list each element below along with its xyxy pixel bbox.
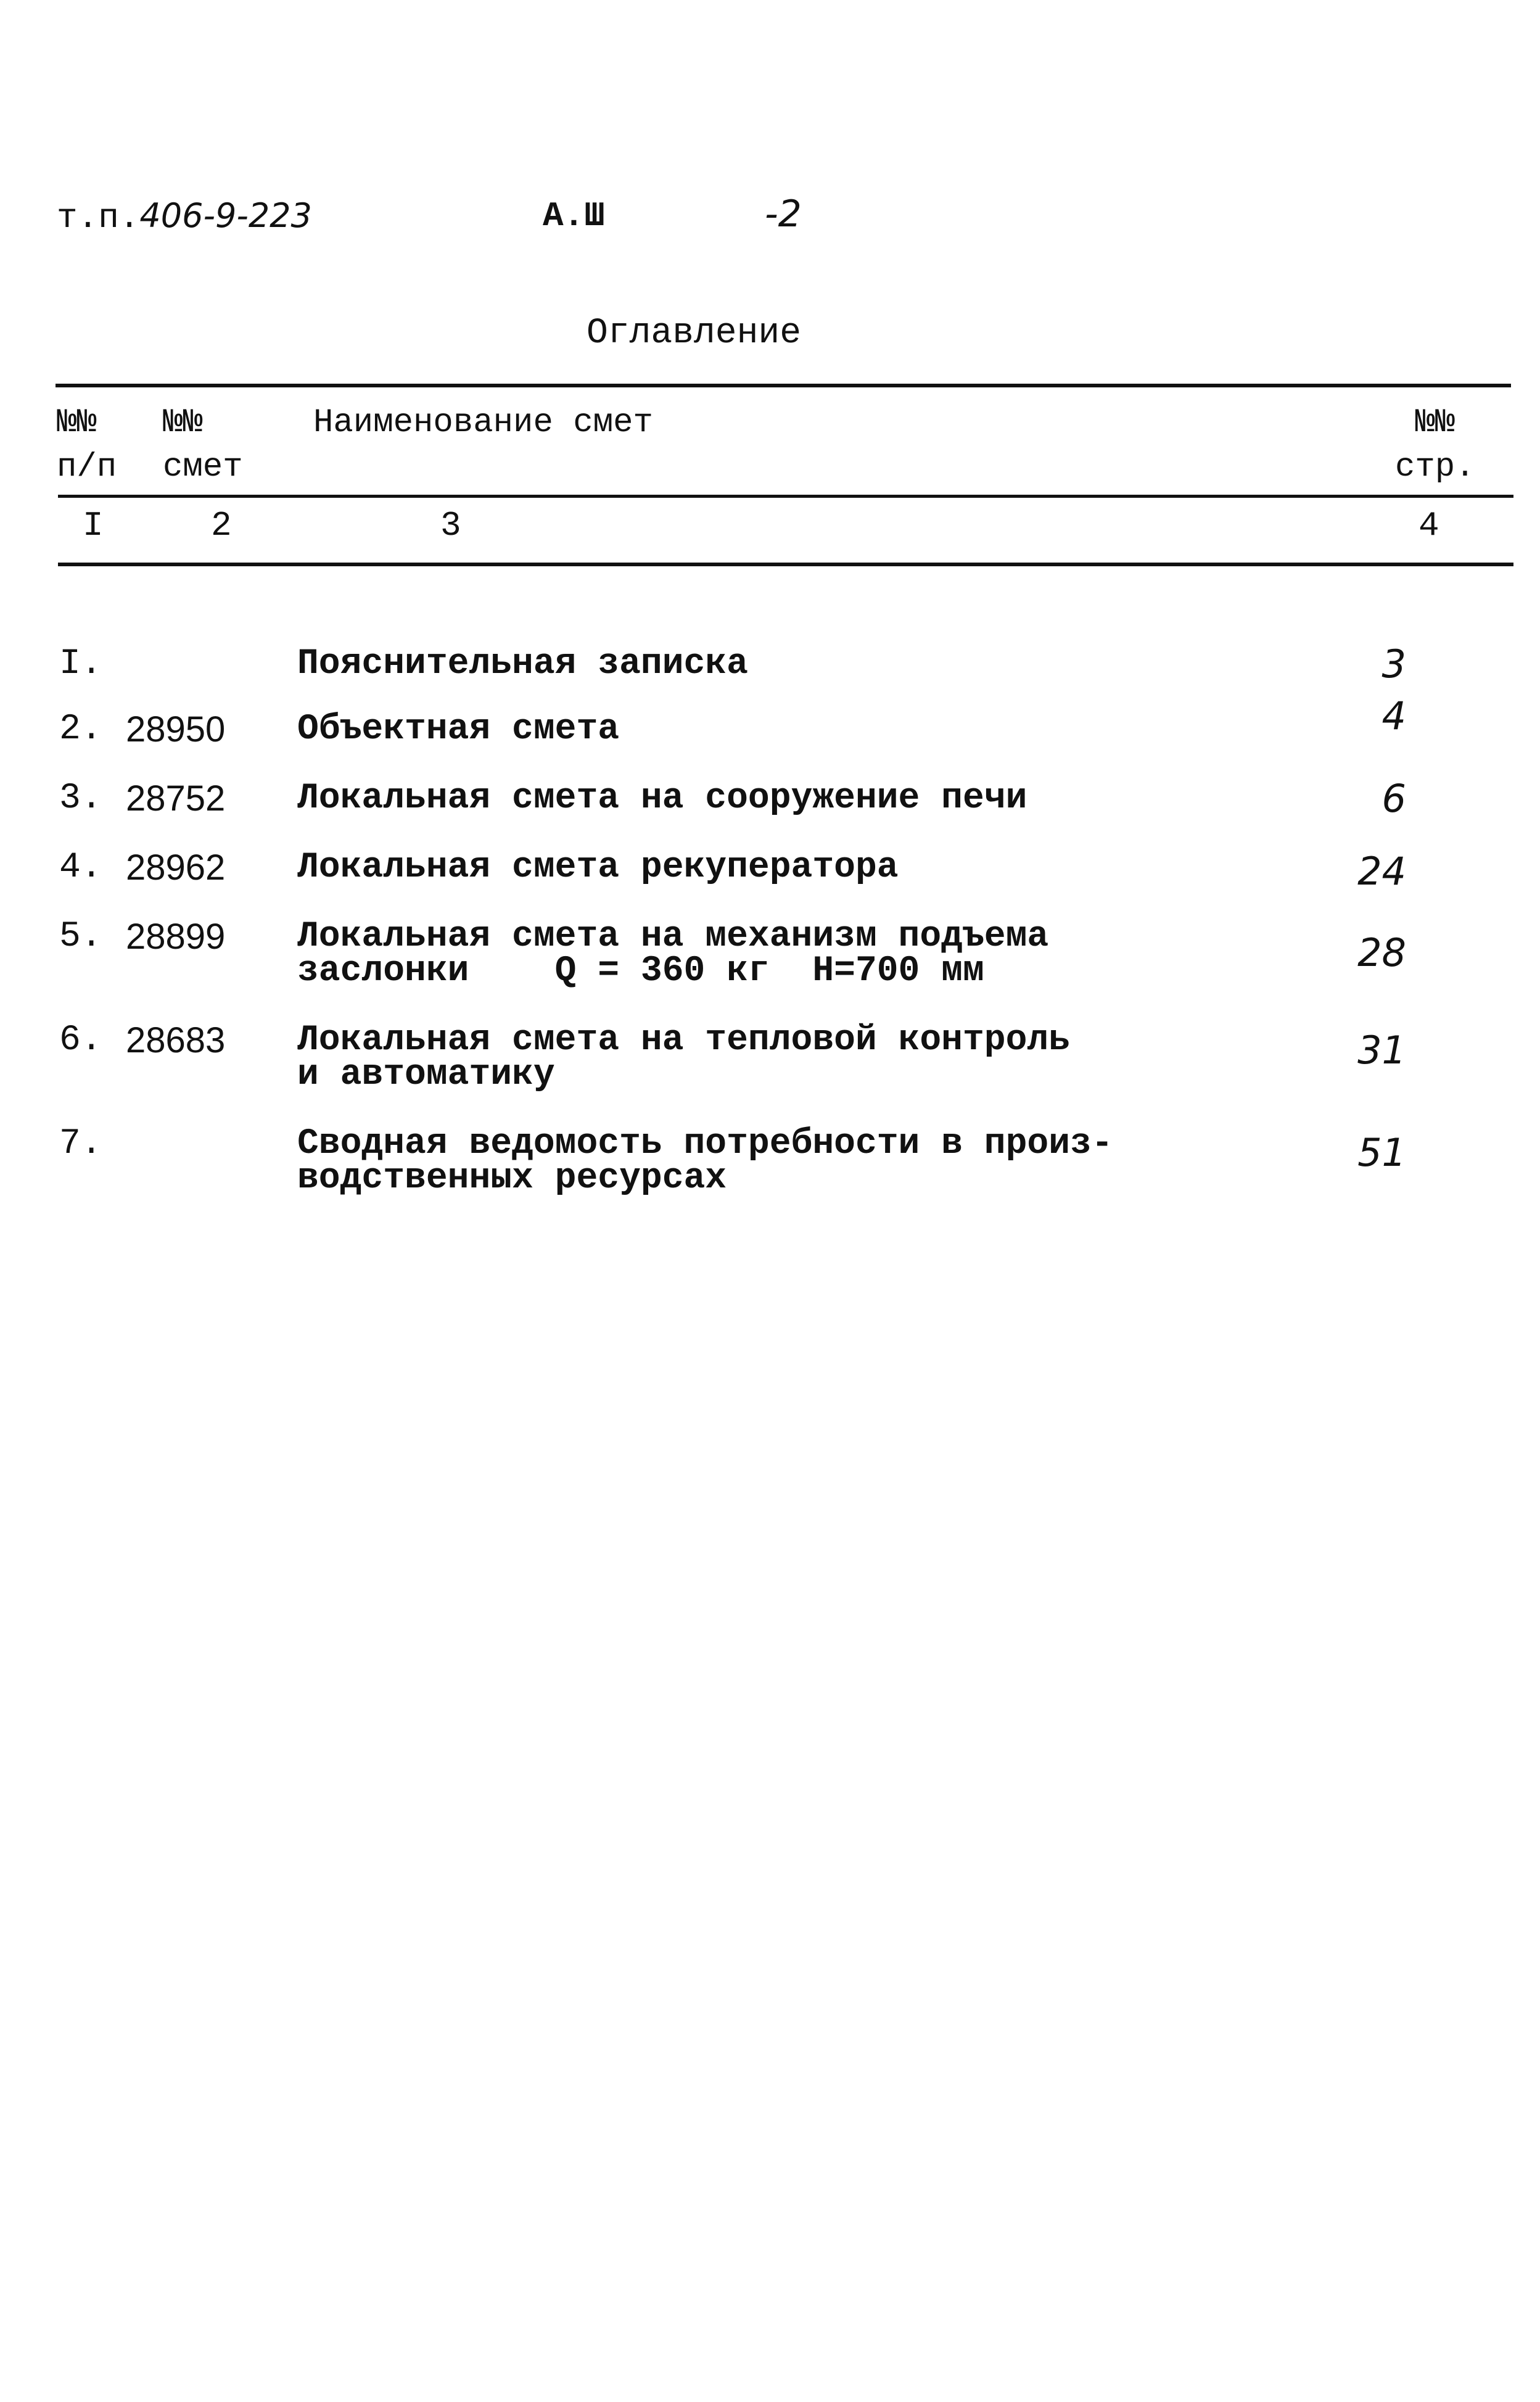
table-header-rule: [58, 495, 1513, 498]
column-header-page-line1: №№: [1415, 404, 1456, 442]
row-number: 3.: [59, 778, 102, 819]
table-top-rule: [56, 384, 1511, 387]
page-title: Оглавление: [586, 313, 802, 353]
column-header-page: [1395, 401, 1475, 490]
column-header-code: [163, 401, 243, 490]
page-ref-handwritten: 31: [1357, 1028, 1406, 1073]
estimate-code: 28899: [126, 917, 226, 957]
estimate-name: Локальная смета рекуператора: [297, 848, 899, 888]
estimate-name-line2: и автоматику: [297, 1055, 555, 1095]
estimate-name: Объектная смета: [297, 709, 620, 749]
row-number: 7.: [59, 1124, 102, 1164]
column-header-no-line2: п/п: [57, 448, 117, 486]
estimate-name-line1: Локальная смета на механизм подъема: [297, 917, 1049, 957]
page-number: -2: [765, 192, 802, 236]
estimate-name-line2: заслонки Q = 360 кг Н=700 мм: [297, 951, 984, 991]
column-header-no-line1: №№: [57, 404, 97, 442]
document-number: [57, 196, 312, 237]
page-ref-handwritten: 24: [1357, 849, 1406, 894]
album-label: А.Ш: [543, 196, 605, 236]
estimate-code: 28752: [126, 778, 226, 819]
estimate-name: Локальная смета на сооружение печи: [297, 778, 1027, 819]
page-ref-handwritten: 28: [1357, 930, 1406, 975]
doc-prefix: т.п.: [57, 198, 140, 237]
estimate-code: 28962: [126, 848, 226, 888]
estimate-code: 28683: [126, 1020, 226, 1060]
page-ref-handwritten: 51: [1357, 1130, 1406, 1175]
estimate-code: 28950: [126, 709, 226, 749]
column-number-3: 3: [440, 506, 461, 545]
estimate-name-line1: Сводная ведомость потребности в произ-: [297, 1124, 1113, 1164]
column-number-4: 4: [1419, 506, 1439, 545]
estimate-name-line1: Локальная смета на тепловой контроль: [297, 1020, 1071, 1060]
table-body-rule: [58, 563, 1513, 566]
row-number: 2.: [59, 709, 102, 749]
column-header-code-line2: смет: [163, 448, 243, 486]
column-header-code-line1: №№: [163, 404, 203, 442]
page-ref-handwritten: 4: [1381, 693, 1406, 738]
column-number-1: I: [83, 506, 104, 545]
page-ref-handwritten: 6: [1381, 776, 1406, 821]
estimate-name: Пояснительная записка: [297, 644, 748, 684]
row-number: 5.: [59, 917, 102, 957]
row-number: 4.: [59, 848, 102, 888]
doc-number-handwritten: 406-9-223: [139, 196, 312, 235]
column-header-page-line2: стр.: [1395, 448, 1475, 486]
estimate-name-line2: водственных ресурсах: [297, 1158, 727, 1199]
column-header-no: [57, 401, 117, 490]
row-number: I.: [59, 644, 102, 684]
column-header-name: Наименование смет: [313, 404, 653, 442]
row-number: 6.: [59, 1020, 102, 1060]
column-number-2: 2: [211, 506, 232, 545]
page-ref-handwritten: 3: [1381, 642, 1406, 687]
